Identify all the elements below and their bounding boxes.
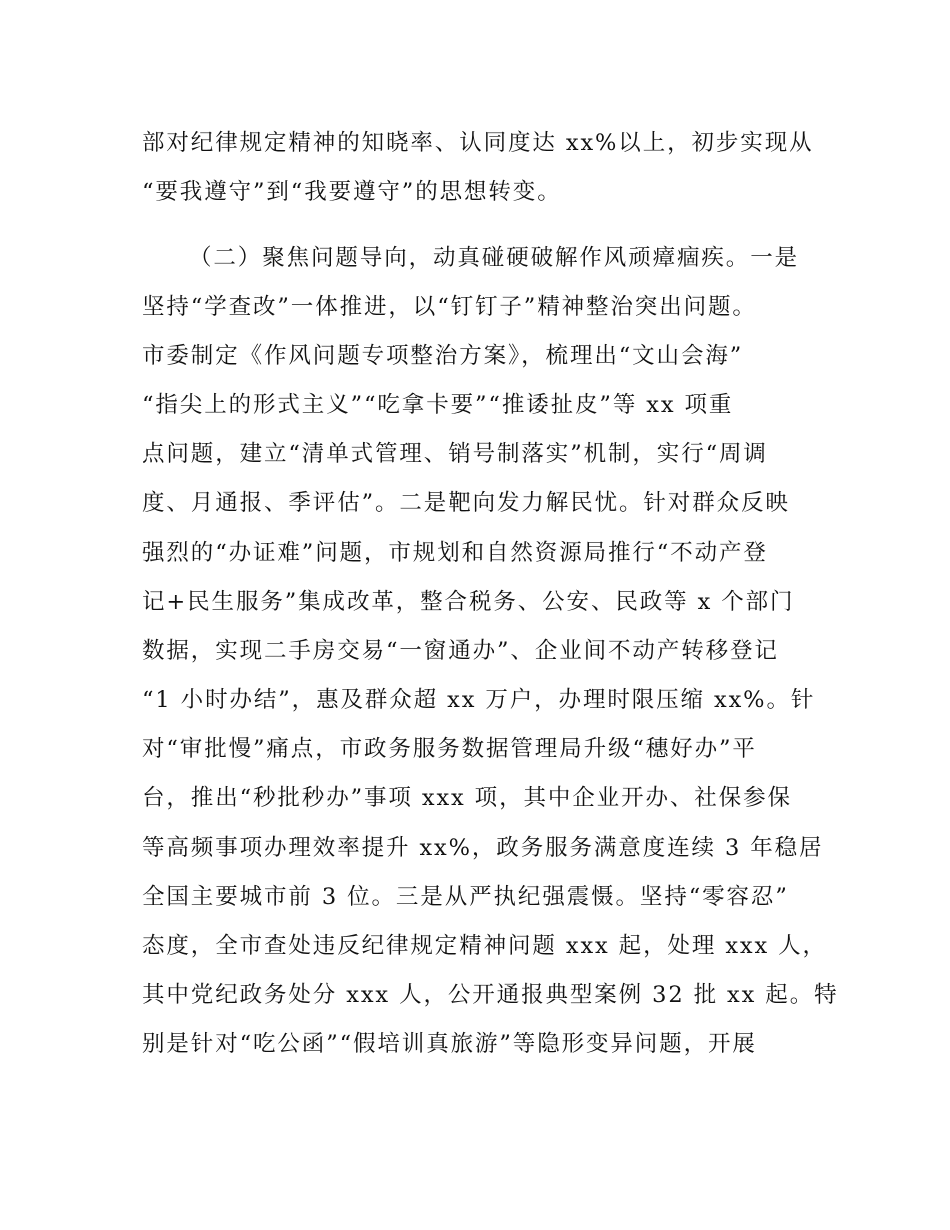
- text-line: 等高频事项办理效率提升 xx%，政务服务满意度连续 3 年稳居: [142, 835, 824, 861]
- text-line: “要我遵守”到“我要遵守”的思想转变。: [142, 179, 562, 205]
- text-line: 部对纪律规定精神的知晓率、认同度达 xx%以上，初步实现从: [142, 130, 814, 156]
- text-line: 强烈的“办证难”问题，市规划和自然资源局推行“不动产登: [142, 540, 768, 566]
- text-line: 台，推出“秒批秒办”事项 xxx 项，其中企业开办、社保参保: [142, 785, 792, 811]
- text-line: 市委制定《作风问题专项整治方案》，梳理出“文山会海”: [142, 343, 744, 369]
- text-line: 其中党纪政务处分 xxx 人，公开通报典型案例 32 批 xx 起。特: [142, 982, 839, 1008]
- text-line: 对“审批慢”痛点，市政务服务数据管理局升级“穗好办”平: [142, 736, 757, 762]
- text-line: 点问题，建立“清单式管理、销号制落实”机制，实行“周调: [142, 441, 768, 467]
- text-line: 别是针对“吃公函”“假培训真旅游”等隐形变异问题，开展: [142, 1031, 757, 1057]
- text-line: 度、月通报、季评估”。二是靶向发力解民忧。针对群众反映: [142, 490, 790, 516]
- text-line: 全国主要城市前 3 位。三是从严执纪强震慑。坚持“零容忍”: [142, 884, 789, 910]
- text-line: “指尖上的形式主义”“吃拿卡要”“推诿扯皮”等 xx 项重: [142, 392, 734, 418]
- text-line: 态度，全市查处违反纪律规定精神问题 xxx 起，处理 xxx 人，: [142, 933, 827, 959]
- text-line: 数据，实现二手房交易“一窗通办”、企业间不动产转移登记: [142, 638, 779, 664]
- section-heading-line: （二）聚焦问题导向，动真碰硬破解作风顽瘴痼疾。一是: [189, 245, 800, 271]
- text-line: 坚持“学查改”一体推进，以“钉钉子”精神整治突出问题。: [142, 294, 757, 320]
- text-line: “1 小时办结”，惠及群众超 xx 万户，办理时限压缩 xx%。针: [142, 687, 816, 713]
- text-line: 记+民生服务”集成改革，整合税务、公安、民政等 x 个部门: [142, 589, 795, 615]
